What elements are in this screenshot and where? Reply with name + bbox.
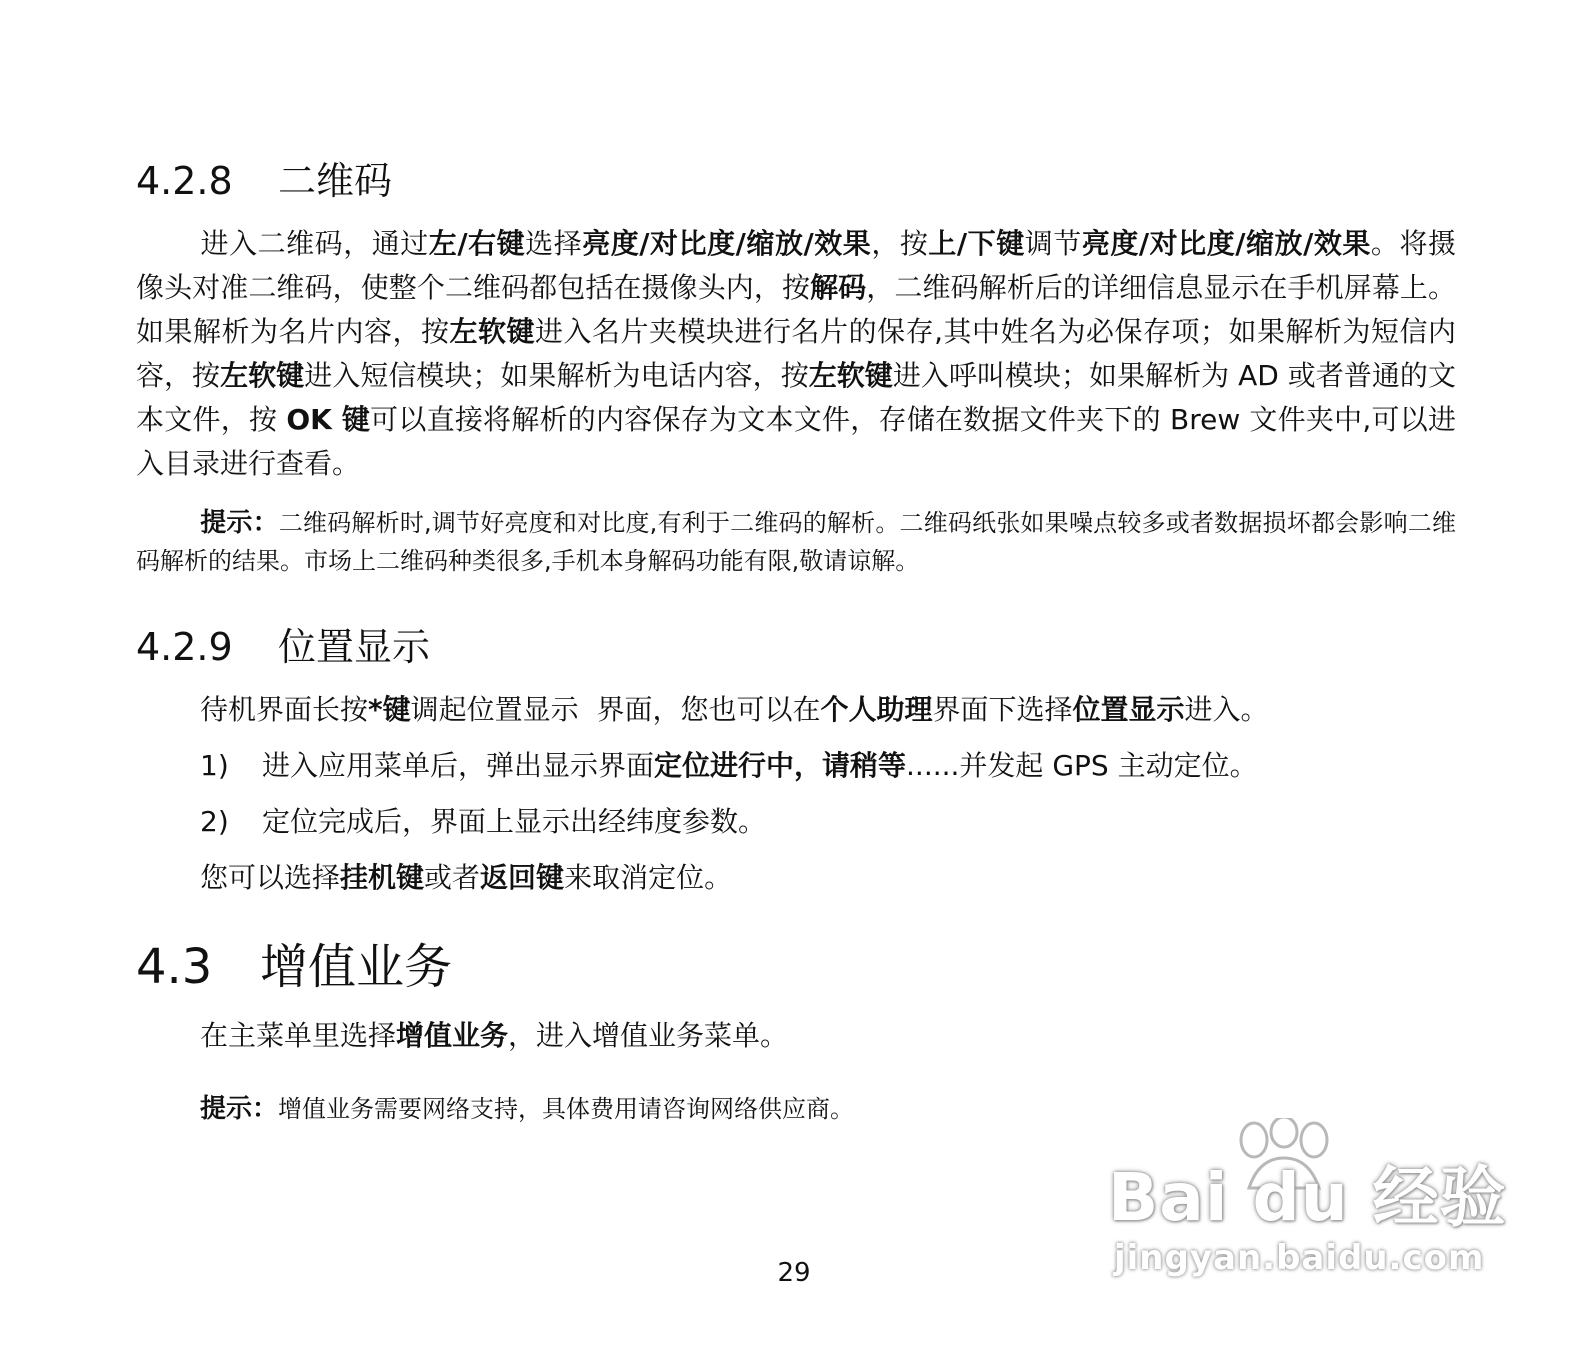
text-run: 进入。 — [1184, 693, 1269, 726]
list-item — [200, 744, 1258, 788]
bold-run: 左软键 — [449, 315, 536, 348]
section-heading-4-2-9 — [136, 624, 430, 670]
bold-run: 解码 — [810, 271, 867, 304]
text-run: 。将摄像头对准二维码，使整个二维码都包括在摄像头内，按 — [136, 227, 1456, 304]
section-title: 二维码 — [278, 159, 393, 203]
list-item — [200, 800, 766, 844]
bold-run: 亮度/对比度/缩放/效果 — [1081, 227, 1371, 260]
qrcode-paragraph — [136, 222, 1456, 486]
watermark-brand: Bai du 经验 — [1108, 1159, 1507, 1236]
bold-run: 个人助理 — [820, 693, 933, 726]
tip-label: 提示： — [200, 508, 279, 538]
text-run: 界面下选择 — [932, 693, 1073, 726]
text-run: ，按 — [871, 227, 929, 260]
section-heading-4-2-8 — [136, 158, 392, 204]
tip-text: 二维码解析时,调节好亮度和对比度,有利于二维码的解析。二维码纸张如果噪点较多或者数据损坏都会影响二维码解析的结果。市场上二维码种类很多,手机本身解码功能有限,敬请谅解。 — [136, 509, 1456, 575]
bold-run: 左/右键 — [428, 227, 526, 260]
bold-run: 位置显示 — [1072, 693, 1185, 726]
tip-text: 增值业务需要网络支持，具体费用请咨询网络供应商。 — [278, 1095, 855, 1123]
text-run: 来取消定位。 — [564, 861, 733, 894]
text-run: 可以直接将解析的内容保存为文本文件，存储在数据文件夹下的 Brew 文件夹中,可以进入目录进行查看。 — [136, 403, 1456, 480]
text-run: 待机界面长按 — [200, 693, 369, 726]
text-run: 调节 — [1024, 227, 1082, 260]
text-run: 进入名片夹模块进行名片的保存,其中姓名为必保存项；如果解析为短信内容，按 — [136, 315, 1456, 392]
location-intro — [200, 688, 1269, 732]
section-number: 4.2.8 — [136, 159, 233, 203]
section-title: 位置显示 — [278, 625, 431, 669]
bold-run: 返回键 — [480, 861, 565, 894]
page-number: 29 — [777, 1258, 811, 1288]
bold-run: OK 键 — [286, 403, 371, 436]
bold-run: 挂机键 — [340, 861, 425, 894]
text-run: 或者 — [424, 861, 481, 894]
text-run: 进入呼叫模块；如果解析为 AD 或者普通的文本文件，按 — [136, 359, 1456, 436]
qrcode-tip — [136, 504, 1456, 580]
list-number: 1) — [200, 749, 229, 782]
bold-run: 左软键 — [220, 359, 305, 392]
text-run: 您可以选择 — [200, 861, 341, 894]
section-number: 4.3 — [136, 939, 213, 995]
tip-label: 提示： — [200, 1094, 279, 1124]
location-outro — [200, 856, 732, 900]
bold-run: 定位进行中，请稍等 — [654, 749, 907, 782]
text-run: 选择 — [525, 227, 583, 260]
watermark-url: jingyan.baidu.com — [1114, 1238, 1485, 1278]
text-run: 在主菜单里选择 — [200, 1019, 397, 1052]
text-run: ......并发起 GPS 主动定位。 — [906, 749, 1258, 782]
bold-run: 亮度/对比度/缩放/效果 — [582, 227, 872, 260]
text-run: 进入应用菜单后，弹出显示界面 — [262, 749, 655, 782]
vas-paragraph — [200, 1014, 788, 1058]
bold-run: 左软键 — [808, 359, 893, 392]
text-run: 进入二维码，通过 — [200, 227, 429, 260]
bold-run: *键 — [368, 693, 411, 726]
text-run: 调起位置显示 界面，您也可以在 — [410, 693, 821, 726]
section-number: 4.2.9 — [136, 625, 233, 669]
text-run: 进入短信模块；如果解析为电话内容，按 — [304, 359, 809, 392]
text-run: ，二维码解析后的详细信息显示在手机屏幕上。如果解析为名片内容，按 — [136, 271, 1456, 348]
text-run: 定位完成后，界面上显示出经纬度参数。 — [262, 805, 767, 838]
text-run: ，进入增值业务菜单。 — [508, 1019, 789, 1052]
list-number: 2) — [200, 805, 229, 838]
section-title: 增值业务 — [260, 939, 453, 995]
section-heading-4-3 — [136, 938, 452, 996]
bold-run: 上/下键 — [928, 227, 1025, 260]
bold-run: 增值业务 — [396, 1019, 509, 1052]
